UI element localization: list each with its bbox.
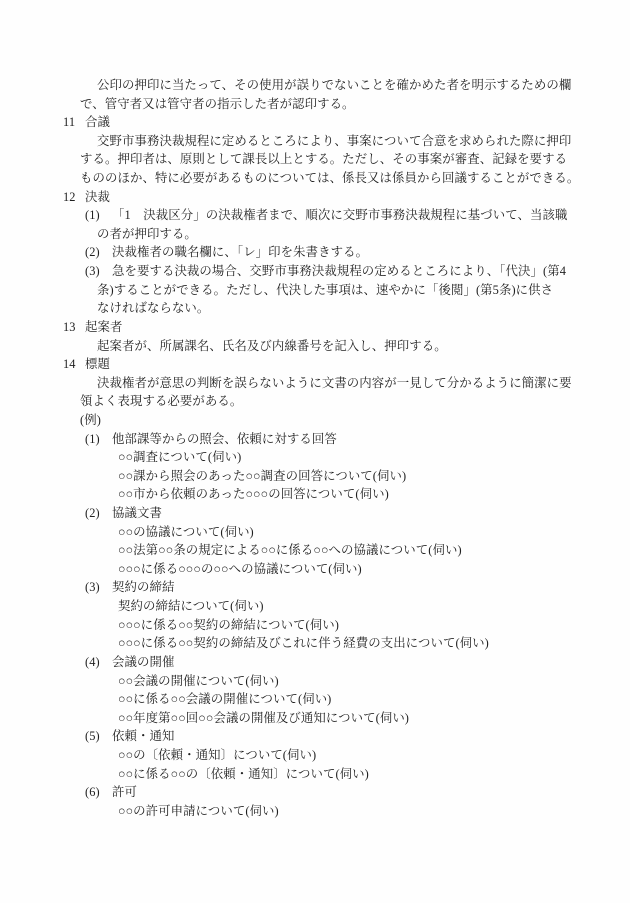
line-text: 合議 [85, 115, 110, 130]
document-line [97, 299, 630, 318]
line-text: 協議文書 [112, 506, 162, 521]
document-line [63, 113, 630, 132]
line-text: で、管守者又は管守者の指示した者が認印する。 [80, 96, 355, 111]
line-text: 「1 決裁区分」の決裁権者まで、順次に交野市事務決裁規程に基づいて、当該職 [112, 208, 568, 223]
line-text: 急を要する決裁の場合、交野市事務決裁規程の定めるところにより、「代決」(第4 [112, 264, 566, 279]
line-text: ○○○に係る○○契約の締結及びこれに伴う経費の支出について(伺い) [118, 636, 489, 651]
document-line [85, 653, 630, 672]
sub-item-marker: (5) [85, 729, 100, 744]
document-line [85, 504, 630, 523]
document-line [63, 318, 630, 337]
document-line [85, 262, 630, 281]
document-line [118, 616, 630, 635]
sub-item-marker: (6) [85, 785, 100, 800]
document-line [118, 597, 630, 616]
line-text: 決裁権者が意思の判断を誤らないように文書の内容が一見して分かるように簡潔に要 [97, 375, 572, 390]
sub-item-marker: (4) [85, 654, 100, 669]
line-text: ○○課から照会のあった○○調査の回答について(伺い) [118, 468, 407, 483]
line-text: もののほか、特に必要があるものについては、係長又は係員から回議することができる。 [80, 171, 580, 186]
line-text: 条)することができる。ただし、代決した事項は、速やかに「後閲」(第5条)に供さ [97, 282, 554, 297]
line-text: ○○市から依頼のあった○○○の回答について(伺い) [118, 487, 389, 502]
document-line [97, 374, 630, 393]
line-text: ○○調査について(伺い) [118, 450, 242, 465]
document-line [118, 634, 630, 653]
document-line [118, 560, 630, 579]
line-text: 契約の締結について(伺い) [118, 599, 264, 614]
line-text: (例) [80, 412, 101, 427]
line-text: 交野市事務決裁規程に定めるところにより、事案について合意を求められた際に押印 [97, 133, 572, 148]
line-text: 決裁権者の職名欄に、「レ」印を朱書きする。 [112, 245, 369, 260]
line-text: ○○○に係る○○○の○○への協議について(伺い) [118, 561, 362, 576]
document-line [80, 95, 630, 114]
line-text: の者が押印する。 [97, 226, 197, 241]
document-line [118, 485, 630, 504]
sub-item-marker: (1) [85, 431, 100, 446]
sub-item-marker: (2) [85, 245, 100, 260]
document-line [85, 783, 630, 802]
document-line [80, 169, 630, 188]
line-text: 会議の開催 [112, 654, 175, 669]
document-line [80, 150, 630, 169]
document-line [97, 132, 630, 151]
line-text: ○○年度第○○回○○会議の開催及び通知について(伺い) [118, 710, 410, 725]
item-number: 14 [63, 357, 76, 372]
line-text: ○○に係る○○会議の開催について(伺い) [118, 692, 332, 707]
line-text: 標題 [85, 357, 110, 372]
document-line [118, 709, 630, 728]
document-line [97, 76, 630, 95]
document-line [80, 411, 630, 430]
line-text: 許可 [112, 785, 137, 800]
document-line [118, 541, 630, 560]
line-text: 公印の押印に当たって、その使用が誤りでないことを確かめた者を明示するための欄 [97, 78, 572, 92]
line-text: する。押印者は、原則として課長以上とする。ただし、その事案が審査、記録を要する [80, 152, 568, 167]
document-line [118, 802, 630, 821]
line-text: 契約の締結 [112, 580, 175, 595]
document-line [97, 225, 630, 244]
document-line [63, 355, 630, 374]
line-text: 領よく表現する必要がある。 [80, 394, 243, 409]
sub-item-marker: (1) [85, 208, 100, 223]
line-text: ○○に係る○○の〔依頼・通知〕について(伺い) [118, 766, 369, 781]
line-text: 起案者が、所属課名、氏名及び内線番号を記入し、押印する。 [97, 338, 447, 353]
document-line [118, 467, 630, 486]
line-text: ○○○に係る○○契約の締結について(伺い) [118, 617, 339, 632]
document-line [118, 765, 630, 784]
item-number: 13 [63, 319, 76, 334]
line-text: 他部課等からの照会、依頼に対する回答 [112, 431, 337, 446]
sub-item-marker: (3) [85, 580, 100, 595]
document-line [118, 746, 630, 765]
document-line [118, 672, 630, 691]
document-line [85, 430, 630, 449]
document-line [80, 392, 630, 411]
line-text: 決裁 [85, 189, 110, 204]
document-line [118, 690, 630, 709]
document-line [63, 188, 630, 207]
item-number: 11 [63, 115, 76, 130]
line-text: ○○法第○○条の規定による○○に係る○○への協議について(伺い) [118, 543, 462, 558]
sub-item-marker: (2) [85, 506, 100, 521]
document-line [85, 243, 630, 262]
line-text: ○○の許可申請について(伺い) [118, 803, 279, 818]
document-line [85, 206, 630, 225]
document-line [118, 448, 630, 467]
line-text: ○○の協議について(伺い) [118, 524, 254, 539]
line-text: なければならない。 [97, 301, 210, 316]
document-body [0, 76, 630, 820]
document-line [85, 578, 630, 597]
line-text: 依頼・通知 [112, 729, 175, 744]
document-line [97, 337, 630, 356]
sub-item-marker: (3) [85, 264, 100, 279]
item-number: 12 [63, 189, 76, 204]
line-text: ○○会議の開催について(伺い) [118, 673, 279, 688]
document-line [118, 523, 630, 542]
document-line [97, 281, 630, 300]
document-line [85, 727, 630, 746]
line-text: ○○の〔依頼・通知〕について(伺い) [118, 747, 317, 762]
line-text: 起案者 [85, 319, 123, 334]
